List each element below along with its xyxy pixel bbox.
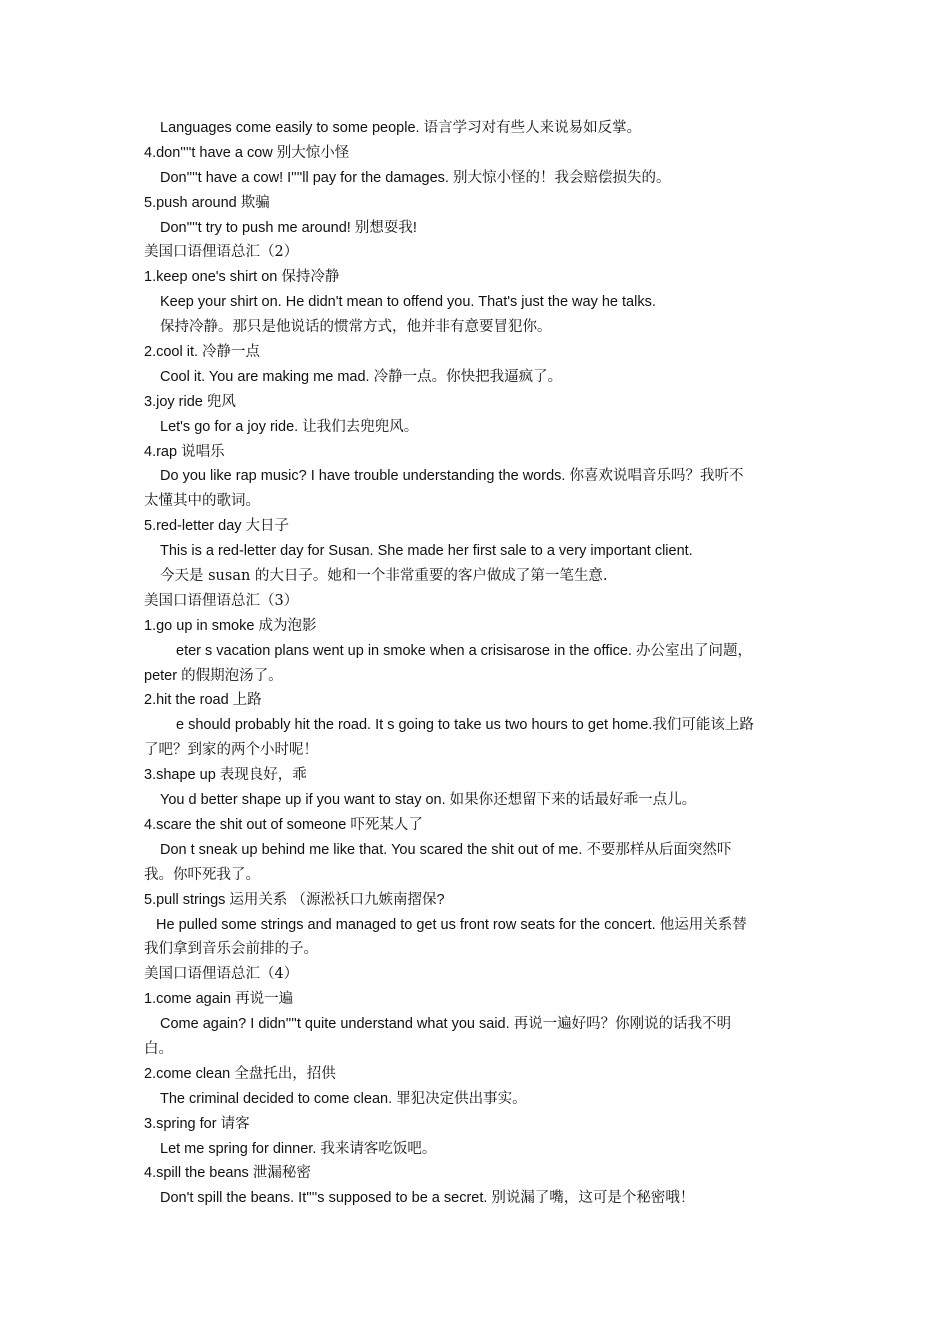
example-continuation: 了吧？到家的两个小时呢！ <box>144 742 318 759</box>
example-sentence: Cool it. You are making me mad. 冷静一点。你快把我逼疯了。 <box>160 368 563 385</box>
phrase-heading: 4.rap 说唱乐 <box>144 443 225 460</box>
example-sentence: Do you like rap music? I have trouble understanding the words. 你喜欢说唱音乐吗？我听不 <box>160 468 744 485</box>
example-sentence: Languages come easily to some people. 语言学习对有些人来说易如反掌。 <box>160 120 642 136</box>
phrase-heading: 4.spill the beans 泄漏秘密 <box>144 1165 311 1182</box>
example-sentence: Let me spring for dinner. 我来请客吃饭吧。 <box>160 1140 437 1157</box>
example-continuation: peter 的假期泡汤了。 <box>144 667 283 684</box>
example-sentence: Don''''t have a cow! I''''ll pay for the damages. 别大惊小怪的！我会赔偿损失的。 <box>160 169 671 186</box>
phrase-heading: 3.joy ride 兜风 <box>144 393 236 410</box>
example-sentence: Come again? I didn''''t quite understand what you said. 再说一遍好吗？你刚说的话我不明 <box>160 1016 732 1033</box>
phrase-heading: 5.pull strings 运用关系 （源淞袄口九嫉南摺保? <box>144 891 445 908</box>
phrase-heading: 2.hit the road 上路 <box>144 692 262 709</box>
phrase-heading: 3.spring for 请客 <box>144 1115 250 1132</box>
section-title: 美国口语俚语总汇（3） <box>144 592 299 609</box>
example-sentence: e should probably hit the road. It s going to take us two hours to get home.我们可能该上路 <box>176 717 754 734</box>
example-sentence: You d better shape up if you want to stay on. 如果你还想留下来的话最好乖一点儿。 <box>160 792 697 809</box>
phrase-heading: 4.scare the shit out of someone 吓死某人了 <box>144 816 423 833</box>
phrase-heading: 1.keep one's shirt on 保持冷静 <box>144 269 340 286</box>
example-translation: 今天是 susan 的大日子。她和一个非常重要的客户做成了第一笔生意. <box>160 568 608 585</box>
example-continuation: 我。你吓死我了。 <box>144 866 260 883</box>
example-translation: 保持冷静。那只是他说话的惯常方式，他并非有意要冒犯你。 <box>160 319 552 336</box>
phrase-heading: 4.don''''t have a cow 别大惊小怪 <box>144 144 350 161</box>
example-sentence: This is a red-letter day for Susan. She made her first sale to a very important client. <box>160 543 693 560</box>
example-sentence: Don t sneak up behind me like that. You scared the shit out of me. 不要那样从后面突然吓 <box>160 841 732 858</box>
section-title: 美国口语俚语总汇（4） <box>144 966 299 983</box>
example-sentence: Don''''t try to push me around! 别想耍我! <box>160 219 417 236</box>
phrase-heading: 2.cool it. 冷静一点 <box>144 344 261 361</box>
example-sentence: Keep your shirt on. He didn't mean to offend you. That's just the way he talks. <box>160 294 656 311</box>
example-continuation: 我们拿到音乐会前排的子。 <box>144 941 318 958</box>
example-sentence: He pulled some strings and managed to get us front row seats for the concert. 他运用关系替 <box>156 916 747 933</box>
phrase-heading: 1.come again 再说一遍 <box>144 991 294 1008</box>
phrase-heading: 1.go up in smoke 成为泡影 <box>144 617 317 634</box>
example-sentence: The criminal decided to come clean. 罪犯决定供出事实。 <box>160 1090 527 1107</box>
document-page <box>144 116 812 1211</box>
example-sentence: Don't spill the beans. It''''s supposed to be a secret. 别说漏了嘴，这可是个秘密哦！ <box>160 1190 695 1207</box>
phrase-heading: 2.come clean 全盘托出，招供 <box>144 1065 336 1082</box>
example-continuation: 白。 <box>144 1040 173 1057</box>
phrase-heading: 5.red-letter day 大日子 <box>144 518 290 535</box>
example-sentence: Let's go for a joy ride. 让我们去兜兜风。 <box>160 418 419 435</box>
phrase-heading: 3.shape up 表现良好，乖 <box>144 767 307 784</box>
section-title: 美国口语俚语总汇（2） <box>144 244 299 261</box>
example-continuation: 太懂其中的歌词。 <box>144 493 260 510</box>
phrase-heading: 5.push around 欺骗 <box>144 194 270 211</box>
example-sentence: eter s vacation plans went up in smoke when a crisisarose in the office. 办公室出了问题， <box>176 642 752 659</box>
